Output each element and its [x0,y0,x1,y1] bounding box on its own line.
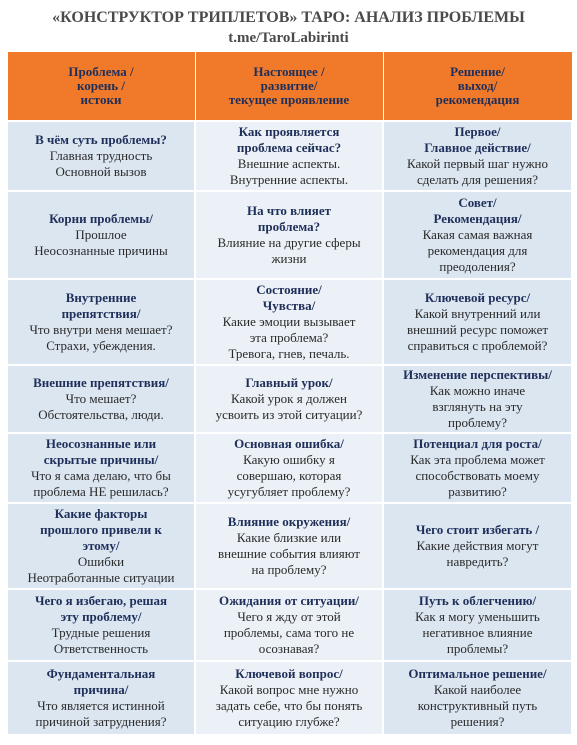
table-cell [383,279,572,365]
cell-title: Чего стоит избегать / [415,522,540,537]
triplet-table [6,51,573,736]
cell-title: Потенциал для роста/ [413,436,542,451]
cell-description: Прошлое Неосознанные причины [34,227,168,258]
table-cell [195,121,383,191]
cell-title: На что влияет проблема? [247,203,331,234]
cell-title: Корни проблемы/ [49,211,153,226]
cell-description: Что мешает? Обстоятельства, люди. [38,391,164,422]
cell-description: Что я сама делаю, что бы проблема НЕ решилась? [31,468,171,499]
table-cell [195,433,383,503]
cell-description: Какие близкие или внешние события влияют на проблему? [218,530,360,577]
cell-description: Какую ошибку я совершаю, которая усугубляет проблему? [227,452,351,499]
cell-description: Ошибки Неотработанные ситуации [27,554,175,585]
table-row [7,365,572,433]
table-row [7,503,572,589]
cell-description: Как эта проблема может способствовать моему развитию? [410,452,545,499]
cell-description: Какой первый шаг нужно сделать для решения? [406,156,549,187]
table-cell [195,365,383,433]
cell-title: Первое/ Главное действие/ [424,124,531,155]
cell-title: Как проявляется проблема сейчас? [236,124,342,155]
cell-title: Изменение перспективы/ [403,367,552,382]
table-cell [7,279,195,365]
table-cell [383,433,572,503]
table-cell [7,121,195,191]
table-cell [383,589,572,661]
cell-title: Главный урок/ [245,375,333,390]
cell-title: Основная ошибка/ [234,436,344,451]
table-row [7,661,572,735]
table-cell [7,191,195,279]
table-cell [7,661,195,735]
table-body [7,121,572,735]
cell-description: Как можно иначе взглянуть на эту проблему? [429,383,526,430]
cell-description: Какой вопрос мне нужно задать себе, что бы понять ситуацию глубже? [215,682,363,729]
cell-description: Какие эмоции вызывает эта проблема? Тревога, гнев, печаль. [222,314,356,361]
table-cell [195,503,383,589]
cell-title: Путь к облегчению/ [418,593,537,608]
cell-title: Неосознанные или скрытые причины/ [43,436,159,467]
telegram-link: t.me/TaroLabirinti [228,30,349,46]
column-header-solution: Решение/ выход/ рекомендация [383,52,572,122]
column-header-problem: Проблема / корень / истоки [7,52,195,122]
cell-description: Какой урок я должен усвоить из этой ситуации? [215,391,363,422]
table-row [7,589,572,661]
cell-title: Оптимальное решение/ [408,666,547,681]
cell-title: Внутренние препятствия/ [61,290,141,321]
cell-description: Внешние аспекты. Внутренние аспекты. [229,156,349,187]
cell-description: Трудные решения Ответственность [51,625,151,656]
cell-title: Ключевой вопрос/ [235,666,343,681]
cell-description: Что внутри меня мешает? Страхи, убеждения. [29,322,173,353]
cell-description: Как я могу уменьшить негативное влияние проблемы? [415,609,540,656]
table-cell [7,365,195,433]
cell-description: Какой наиболее конструктивный путь решения? [417,682,538,729]
document-header [0,0,577,48]
table-cell [7,433,195,503]
cell-title: В чём суть проблемы? [35,132,167,147]
cell-title: Внешние препятствия/ [33,375,169,390]
table-row [7,121,572,191]
table-cell [383,191,572,279]
cell-title: Влияние окружения/ [227,514,351,529]
table-cell [383,365,572,433]
table-header-row [7,52,572,122]
cell-title: Фундаментальная причина/ [46,666,156,697]
table-row [7,191,572,279]
cell-description: Что является истинной причиной затруднения? [35,698,167,729]
table-cell [195,191,383,279]
cell-title: Чего я избегаю, решая эту проблему/ [34,593,168,624]
column-header-present: Настоящее / развитие/ текущее проявление [195,52,383,122]
cell-title: Ключевой ресурс/ [424,290,531,305]
cell-description: Влияние на другие сферы жизни [217,235,361,266]
page-title: «КОНСТРУКТОР ТРИПЛЕТОВ» ТАРО: АНАЛИЗ ПРОБЛЕМЫ [52,9,525,26]
table-row [7,433,572,503]
cell-description: Чего я жду от этой проблемы, сама того не осознавая? [223,609,355,656]
table-cell [195,661,383,735]
cell-title: Какие факторы прошлого привели к этому/ [40,506,162,553]
cell-description: Главная трудность Основной вызов [49,148,153,179]
cell-title: Состояние/ Чувства/ [256,282,322,313]
table-row [7,279,572,365]
cell-title: Совет/ Рекомендация/ [433,195,522,226]
table-cell [195,279,383,365]
table-cell [383,503,572,589]
cell-description: Какая самая важная рекомендация для преодоления? [422,227,533,274]
table-cell [195,589,383,661]
table-cell [383,661,572,735]
table-cell [383,121,572,191]
cell-title: Ожидания от ситуации/ [219,593,359,608]
table-cell [7,589,195,661]
cell-description: Какой внутренний или внешний ресурс поможет справиться с проблемой? [406,306,549,353]
cell-description: Какие действия могут навредить? [416,538,539,569]
table-cell [7,503,195,589]
